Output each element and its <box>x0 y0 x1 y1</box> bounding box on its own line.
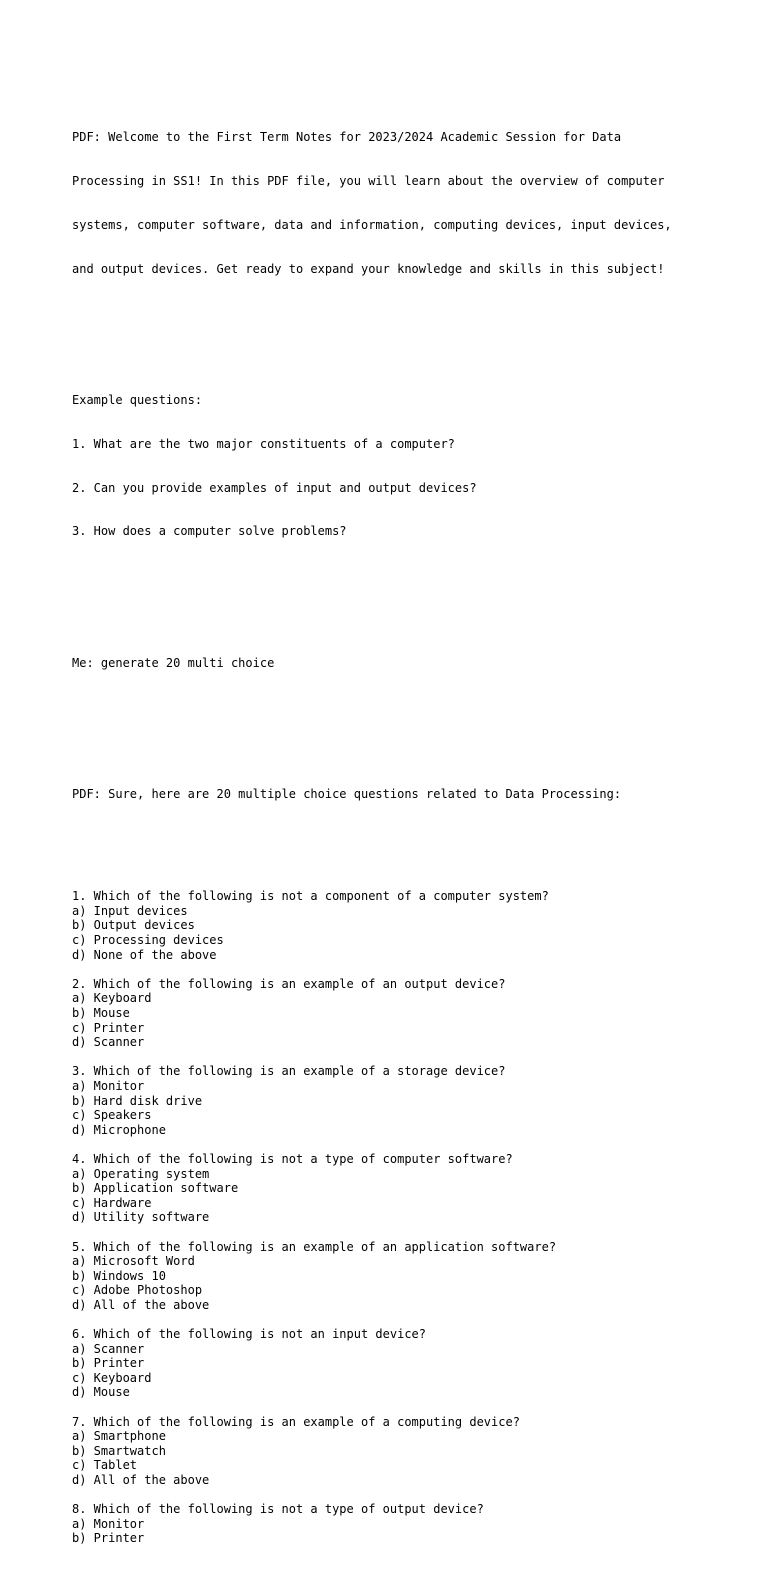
answer-option: b) Hard disk drive <box>72 1093 203 1108</box>
question-text: 3. Which of the following is an example of a storage device? <box>72 1064 506 1079</box>
answer-option: b) Printer <box>72 1356 145 1371</box>
question-block <box>72 977 762 1050</box>
answer-option: d) Scanner <box>72 1035 145 1050</box>
prompt-line: Me: generate 20 multi choice <box>72 655 275 670</box>
intro-line: systems, computer software, data and information, computing devices, input devices, <box>72 217 672 232</box>
reply-line: PDF: Sure, here are 20 multiple choice questions related to Data Processing: <box>72 787 622 802</box>
answer-option: c) Keyboard <box>72 1370 152 1385</box>
example-item: 2. Can you provide examples of input and output devices? <box>72 480 477 495</box>
intro-line: and output devices. Get ready to expand your knowledge and skills in this subject! <box>72 261 665 276</box>
example-item: 1. What are the two major constituents of a computer? <box>72 436 455 451</box>
question-block <box>72 1240 762 1313</box>
question-text: 1. Which of the following is not a component of a computer system? <box>72 889 549 904</box>
answer-option: c) Speakers <box>72 1108 152 1123</box>
question-text: 8. Which of the following is not a type of output device? <box>72 1502 484 1517</box>
question-block <box>72 1152 762 1225</box>
question-text: 7. Which of the following is an example of a computing device? <box>72 1414 520 1429</box>
answer-option: d) All of the above <box>72 1473 210 1487</box>
question-block <box>72 889 762 962</box>
answer-option: b) Smartwatch <box>72 1443 166 1458</box>
answer-option: a) Scanner <box>72 1341 145 1356</box>
intro-line: PDF: Welcome to the First Term Notes for 2023/2024 Academic Session for Data <box>72 130 622 145</box>
answer-option: a) Smartphone <box>72 1429 166 1444</box>
answer-option: d) Mouse <box>72 1385 130 1400</box>
answer-option: a) Monitor <box>72 1078 145 1093</box>
question-list <box>72 889 762 1546</box>
answer-option: c) Tablet <box>72 1458 138 1473</box>
answer-option: d) None of the above <box>72 947 217 962</box>
answer-option: b) Mouse <box>72 1006 130 1020</box>
question-block <box>72 1415 762 1488</box>
answer-option: a) Microsoft Word <box>72 1254 195 1269</box>
example-heading: Example questions: <box>72 393 203 408</box>
question-block <box>72 1064 762 1137</box>
intro-line: Processing in SS1! In this PDF file, you will learn about the overview of computer <box>72 174 665 189</box>
answer-option: c) Printer <box>72 1020 145 1035</box>
question-text: 6. Which of the following is not an input device? <box>72 1327 427 1342</box>
user-prompt <box>72 627 762 700</box>
answer-option: a) Keyboard <box>72 991 152 1006</box>
intro-paragraph <box>72 101 762 305</box>
answer-option: c) Hardware <box>72 1195 152 1210</box>
document-page <box>72 72 762 1575</box>
question-text: 2. Which of the following is an example of an output device? <box>72 976 506 991</box>
example-questions <box>72 364 762 568</box>
answer-option: a) Operating system <box>72 1166 210 1181</box>
answer-option: d) Microphone <box>72 1122 166 1137</box>
question-text: 5. Which of the following is an example of an application software? <box>72 1239 557 1254</box>
answer-option: b) Windows 10 <box>72 1268 166 1283</box>
answer-option: a) Monitor <box>72 1516 145 1531</box>
example-item: 3. How does a computer solve problems? <box>72 524 347 539</box>
answer-option: c) Adobe Photoshop <box>72 1283 203 1298</box>
question-text: 4. Which of the following is not a type of computer software? <box>72 1151 513 1166</box>
answer-option: d) All of the above <box>72 1297 210 1312</box>
answer-option: c) Processing devices <box>72 933 224 948</box>
answer-option: d) Utility software <box>72 1210 210 1225</box>
answer-option: a) Input devices <box>72 903 188 918</box>
question-block <box>72 1502 762 1546</box>
question-block <box>72 1327 762 1400</box>
pdf-reply <box>72 758 762 831</box>
answer-option: b) Output devices <box>72 918 195 933</box>
answer-option: b) Application software <box>72 1181 239 1196</box>
answer-option: b) Printer <box>72 1531 145 1546</box>
